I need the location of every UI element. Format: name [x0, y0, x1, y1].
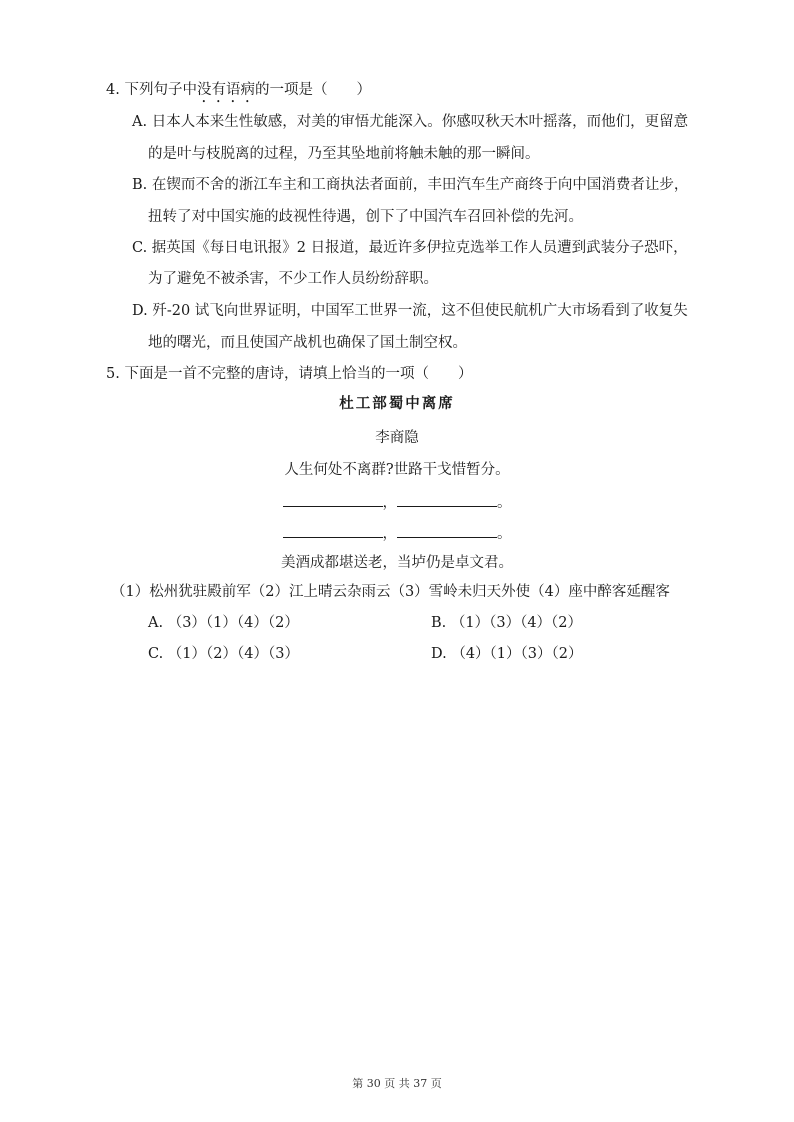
blank-comma: ，: [382, 526, 397, 542]
q4-option-c-line1: C. 据英国《每日电讯报》2 日报道，最近许多伊拉克选举工作人员遭到武装分子恐吓，: [132, 240, 688, 256]
blank-period: 。: [497, 495, 512, 511]
q4-option-d-line2: 地的曙光，而且使国产战机也确保了国土制空权。: [148, 335, 467, 351]
choice-c[interactable]: C. （1）（2）（4）（3）: [148, 646, 299, 662]
blank-period: 。: [497, 526, 512, 542]
answer-blank[interactable]: [397, 492, 497, 507]
q4-option-a-line1: A. 日本人本来生性敏感，对美的审悟尤能深入。你感叹秋天木叶摇落，而他们，更留意: [132, 114, 689, 130]
q4-stem-pre: 4. 下列句子中: [106, 82, 197, 98]
poem-blank-row-2: [0, 523, 794, 544]
q5-items: （1）松州犹驻殿前军（2）江上晴云杂雨云（3）雪岭未归天外使（4）座中醉客延醒客: [111, 584, 670, 600]
page-footer: 第 30 页 共 37 页: [352, 1077, 442, 1090]
choice-a[interactable]: A. （3）（1）（4）（2）: [148, 615, 299, 631]
poem-blank-row-1: [0, 492, 794, 513]
poem-line-1: 人生何处不离群?世路干戈惜暂分。: [284, 462, 510, 478]
q4-option-b-line2: 扭转了对中国实施的歧视性待遇，创下了中国汽车召回补偿的先河。: [148, 209, 583, 225]
answer-blank[interactable]: [283, 492, 383, 507]
choice-d[interactable]: D. （4）（1）（3）（2）: [431, 646, 583, 662]
choice-b[interactable]: B. （1）（3）（4）（2）: [431, 615, 583, 631]
q4-stem-post: 的一项是（ ）: [254, 82, 371, 98]
q4-option-a-line2: 的是叶与枝脱离的过程，乃至其坠地前将触未触的那一瞬间。: [148, 146, 540, 162]
q5-stem: 5. 下面是一首不完整的唐诗，请填上恰当的一项（ ）: [106, 366, 473, 382]
poem-last-line: 美酒成都堪送老，当垆仍是卓文君。: [281, 555, 513, 571]
blank-comma: ，: [382, 495, 397, 511]
q4-stem-emphasis: 没有语病: [196, 82, 255, 98]
poem-title: 杜工部蜀中离席: [339, 395, 455, 412]
q4-option-d-line1: D. 歼-20 试飞向世界证明，中国军工世界一流，这不但使民航机广大市场看到了收复失: [132, 303, 688, 319]
q4-option-b-line1: B. 在锲而不舍的浙江车主和工商执法者面前，丰田汽车生产商终于向中国消费者让步，: [132, 177, 689, 193]
q4-stem: [106, 80, 371, 106]
answer-blank[interactable]: [397, 523, 497, 538]
poem-author: 李商隐: [375, 430, 419, 446]
answer-blank[interactable]: [283, 523, 383, 538]
q4-option-c-line2: 为了避免不被杀害，不少工作人员纷纷辞职。: [148, 271, 438, 287]
